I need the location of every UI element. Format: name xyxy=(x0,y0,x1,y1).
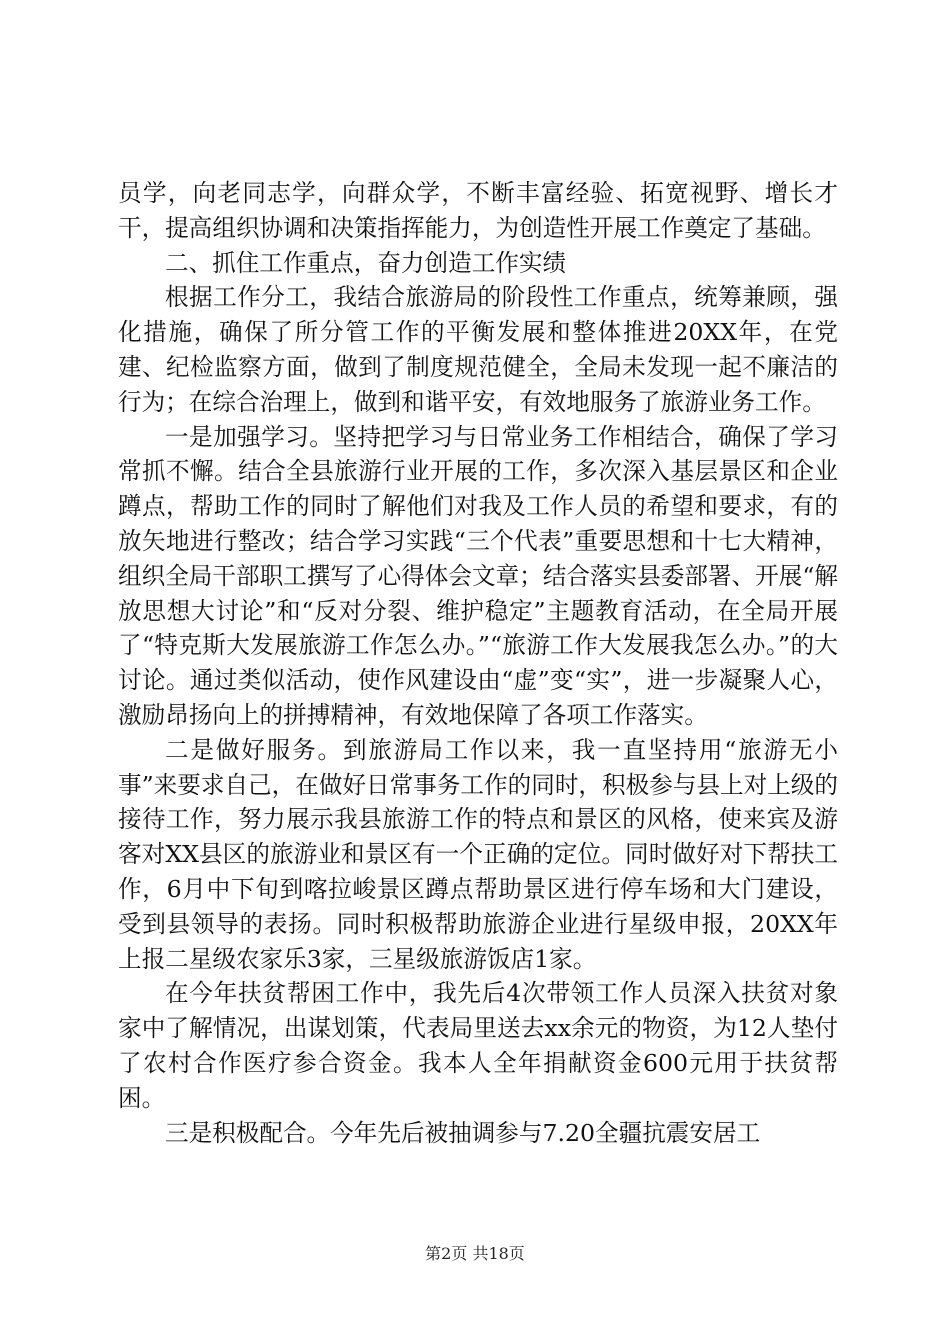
paragraph-strengthen-study: 一是加强学习。坚持把学习与日常业务工作相结合，确保了学习常抓不懈。结合全县旅游行业开展的工作，多次深入基层景区和企业蹲点，帮助工作的同时了解他们对我及工作人员的希望和要求，有的放矢地进行整改；结合学习实践“三个代表”重要思想和十七大精神，组织全局干部职工撰写了心得体会文章；结合落实县委部署、开展“解放思想大讨论”和“反对分裂、维护稳定”主题教育活动，在全局开展了“特克斯大发展旅游工作怎么办。”“旅游工作大发展我怎么办。”的大讨论。通过类似活动，使作风建设由“虚”变“实”，进一步凝聚人心，激励昂扬向上的拼搏精神，有效地保障了各项工作落实。 xyxy=(118,422,838,729)
paragraph-continuation: 员学，向老同志学，向群众学，不断丰富经验、拓宽视野、增长才干，提高组织协调和决策指挥能力，为创造性开展工作奠定了基础。 xyxy=(118,179,838,242)
paragraph-poverty-relief: 在今年扶贫帮困工作中，我先后4次带领工作人员深入扶贫对象家中了解情况，出谋划策，代表局里送去xx余元的物资，为12人垫付了农村合作医疗参合资金。我本人全年捐献资金600元用于扶贫帮困。 xyxy=(118,979,838,1112)
document-body xyxy=(118,176,838,1150)
paragraph-active-cooperation: 三是积极配合。今年先后被抽调参与7.20全疆抗震安居工 xyxy=(165,1118,761,1147)
page-number: 第2页 共18页 xyxy=(425,1244,525,1263)
paragraph-work-division: 根据工作分工，我结合旅游局的阶段性工作重点，统筹兼顾，强化措施，确保了所分管工作的平衡发展和整体推进20XX年，在党建、纪检监察方面，做到了制度规范健全，全局未发现一起不廉洁的行为；在综合治理上，做到和谐平安，有效地服务了旅游业务工作。 xyxy=(118,283,838,416)
paragraph-good-service: 二是做好服务。到旅游局工作以来，我一直坚持用“旅游无小事”来要求自己，在做好日常事务工作的同时，积极参与县上对上级的接待工作，努力展示我县旅游工作的特点和景区的风格，使来宾及游客对XX县区的旅游业和景区有一个正确的定位。同时做好对下帮扶工作，6月中下旬到喀拉峻景区蹲点帮助景区进行停车场和大门建设，受到县领导的表扬。同时积极帮助旅游企业进行星级申报，20XX年上报二星级农家乐3家，三星级旅游饭店1家。 xyxy=(118,735,838,973)
section-heading: 二、抓住工作重点，奋力创造工作实绩 xyxy=(165,248,567,277)
page-footer xyxy=(0,1243,950,1265)
